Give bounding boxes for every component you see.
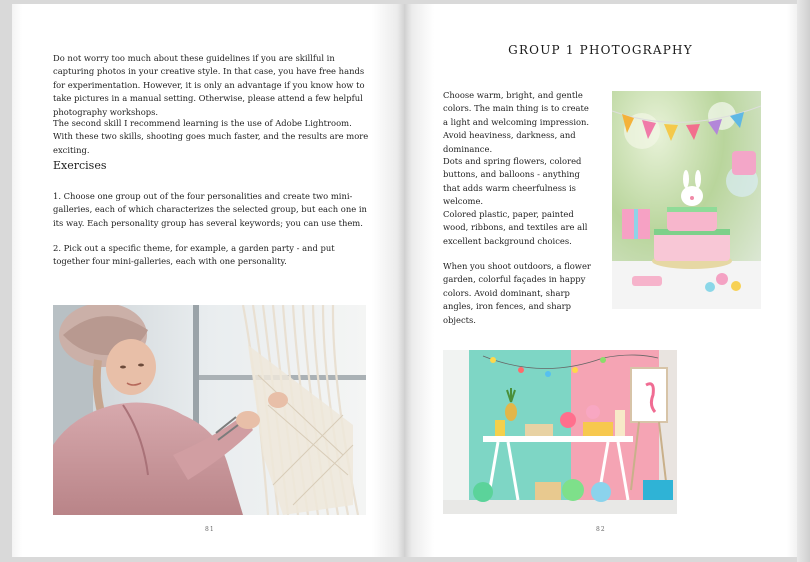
right-paragraph-1: Choose warm, bright, and gentle colors. The main thing is to create a light and welcoming impression. Avoid heaviness, darkness, and dominance.: [443, 90, 590, 154]
party-table-photo: [443, 350, 677, 514]
macrame-photo: [53, 305, 366, 515]
left-page-number: 81: [205, 526, 215, 533]
left-paragraph-1: Do not worry too much about these guidelines if you are skillful in capturing photos in your creative style. In that case, you have free hands for experimentation. However, it is only an advantage if you know how to take pictures in a manual setting. Otherwise, please attend a few helpful photography workshops.: [53, 53, 365, 117]
left-page: [12, 4, 404, 557]
page-title: GROUP 1 PHOTOGRAPHY: [508, 43, 693, 57]
exercise-1: 1. Choose one group out of the four personalities and create two mini-galleries, each of which characterizes the selected group, but each one in its way. Each personality group has several keywords; you can use them.: [53, 191, 367, 228]
right-paragraph-4: When you shoot outdoors, a flower garden, colorful façades in happy colors. Avoid dominant, sharp angles, iron fences, and sharp objects.: [443, 261, 591, 325]
right-page: [404, 4, 797, 557]
right-paragraph-2: Dots and spring flowers, colored buttons, and balloons - anything that adds warm cheerfulness is welcome.: [443, 156, 582, 207]
exercise-2: 2. Pick out a specific theme, for example, a garden party - and put together four mini-galleries, each with one personality.: [53, 243, 335, 267]
right-paragraph-3: Colored plastic, paper, painted wood, ribbons, and textiles are all excellent background choices.: [443, 209, 588, 246]
left-paragraph-2: The second skill I recommend learning is the use of Adobe Lightroom. With these two skills, shooting goes much faster, and the results are more exciting.: [53, 118, 369, 155]
exercises-heading: Exercises: [53, 159, 107, 172]
birthday-cake-photo: [612, 91, 761, 309]
book-edge: [797, 0, 810, 562]
right-page-number: 82: [596, 526, 606, 533]
